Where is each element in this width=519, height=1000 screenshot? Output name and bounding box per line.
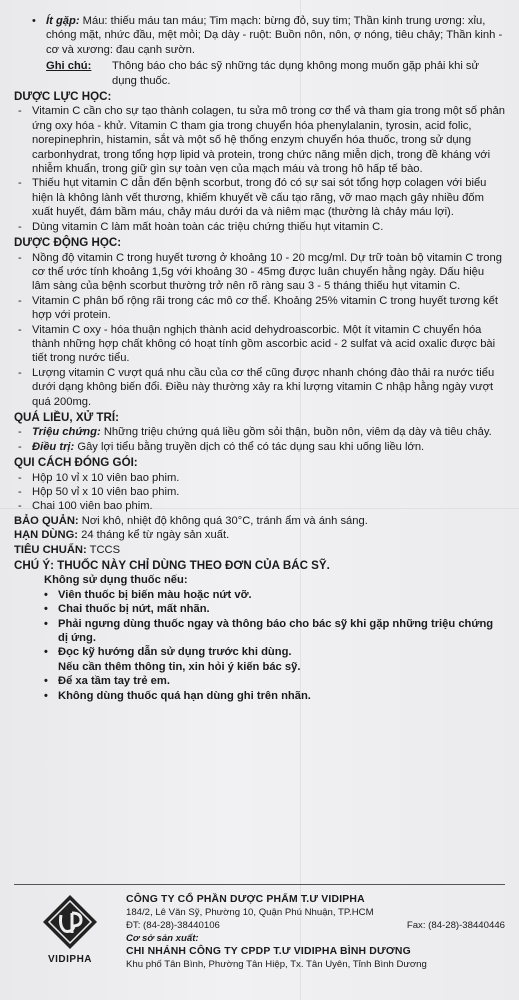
bullet-icon: -: [18, 440, 22, 453]
caution-item: • Đọc kỹ hướng dẫn sử dụng trước khi dùng.: [44, 646, 292, 659]
note-row: [14, 59, 505, 88]
rare-label: Ít gặp:: [46, 15, 80, 27]
expiry-label: HẠN DÙNG:: [14, 529, 79, 542]
caution-consult: Nếu cần thêm thông tin, xin hỏi ý kiến bác sỹ.: [58, 660, 301, 673]
bullet-icon: •: [44, 689, 48, 702]
bullet-icon: -: [18, 220, 22, 233]
package-item: - Chai 100 viên bao phim.: [18, 500, 153, 513]
caution-item: • Chai thuốc bị nứt, mất nhãn.: [44, 603, 210, 616]
pd-item-2: - Thiếu hụt vitamin C dẫn đến bệnh scorbut, trong đó có sự sai sót tổng hợp colagen với biểu hiện là không lành vết thương, khiếm khuyết về cấu tạo răng, vỡ mao mạch gây nhiều đốm xuất huyết, đám bầm máu, chảy máu dưới da và niêm mạc (thường là chảy máu lợi).: [18, 177, 487, 219]
caution-item: • Không dùng thuốc quá hạn dùng ghi trên nhãn.: [44, 689, 311, 702]
bullet-icon: -: [18, 323, 22, 336]
storage-text: Nơi khô, nhiệt độ không quá 30°C, tránh ẩm và ánh sáng.: [81, 514, 368, 527]
branch-name: CHI NHÁNH CÔNG TY CPDP T.Ư VIDIPHA BÌNH DƯƠNG: [126, 946, 411, 957]
package-item: - Hộp 50 vỉ x 10 viên bao phim.: [18, 486, 180, 498]
bullet-icon: •: [44, 603, 48, 616]
expiry-text: 24 tháng kể từ ngày sản xuất.: [81, 529, 230, 542]
standard-row: [14, 543, 505, 557]
bullet-icon: -: [18, 471, 22, 484]
paper-fold-horizontal: [0, 508, 519, 509]
company-phone: ĐT: (84-28)-38440106: [126, 920, 220, 931]
bullet-icon: -: [18, 366, 22, 379]
pk-item-2: - Vitamin C phân bố rộng rãi trong các mô cơ thể. Khoảng 25% vitamin C trong huyết tương kết hợp với protein.: [18, 294, 498, 322]
company-logo: [14, 893, 126, 971]
bullet-icon: •: [32, 15, 36, 27]
expiry-row: [14, 528, 505, 542]
caution-intro: Không sử dụng thuốc nếu:: [44, 574, 188, 587]
contact-row: [126, 919, 505, 932]
side-effects-rare: [14, 14, 505, 57]
symptom-text: Những triệu chứng quá liều gồm sỏi thận, buồn nôn, viêm dạ dày và tiêu chảy.: [103, 426, 492, 439]
standard-text: TCCS: [89, 543, 121, 556]
caution-item: • Phải ngưng dùng thuốc ngay và thông báo cho bác sỹ khi gặp những triệu chứng dị ứng.: [44, 617, 494, 645]
rare-text: Máu: thiếu máu tan máu; Tim mạch: bừng đỏ, suy tim; Thần kinh trung ương: xỉu, chóng mặt, nhức đầu, mệt mỏi; Dạ dày - ruột: Buồn nôn, nôn, ợ nóng, tiêu chảy; Thần kinh - cơ và xương: đau cạnh sườn.: [46, 15, 503, 56]
caution-block: [14, 573, 505, 703]
company-footer: [14, 884, 505, 971]
treatment-label: Điều trị:: [32, 440, 75, 453]
bullet-icon: •: [44, 617, 48, 630]
bullet-icon: -: [18, 426, 22, 439]
symptom-label: Triệu chứng:: [32, 426, 101, 439]
bullet-icon: •: [44, 675, 48, 688]
overdose-symptom: [14, 425, 505, 439]
storage-label: BẢO QUẢN:: [14, 514, 79, 527]
company-info: [126, 893, 505, 971]
treatment-text: Gây lợi tiểu bằng truyền dịch có thể có tác dụng sau khi uống liều lớn.: [77, 440, 425, 453]
standard-label: TIÊU CHUẨN:: [14, 543, 87, 556]
note-text: Thông báo cho bác sỹ những tác dụng không mong muốn gặp phải khi sử dụng thuốc.: [112, 60, 480, 87]
caution-item: • Viên thuốc bị biến màu hoặc nứt vỡ.: [44, 588, 252, 601]
company-fax: Fax: (84-28)-38440446: [406, 920, 505, 931]
bullet-icon: •: [44, 646, 48, 659]
branch-address: Khu phố Tân Bình, Phường Tân Hiệp, Tx. Tân Uyên, Tỉnh Bình Dương: [126, 959, 427, 970]
bullet-icon: -: [18, 294, 22, 307]
storage-row: [14, 514, 505, 528]
bullet-icon: -: [18, 105, 22, 118]
company-name: CÔNG TY CỔ PHẦN DƯỢC PHẨM T.Ư VIDIPHA: [126, 894, 365, 905]
bullet-icon: -: [18, 500, 22, 513]
pharmacokinetics-heading: DƯỢC ĐỘNG HỌC:: [14, 236, 122, 250]
pk-item-1: - Nồng độ vitamin C trong huyết tương ở khoảng 10 - 20 mcg/ml. Dự trữ toàn bộ vitamin C trong cơ thể ước tính khoảng 1,5g với khoảng 30 - 45mg được luân chuyển hằng ngày. Dấu hiệu lâm sàng của bệnh scorbut thường trở nên rõ ràng sau 3 - 5 tháng thiếu hụt vitamin C.: [18, 251, 502, 293]
overdose-treatment: [14, 440, 505, 454]
brand-name: VIDIPHA: [47, 954, 93, 965]
company-address: 184/2, Lê Văn Sỹ, Phường 10, Quận Phú Nhuận, TP.HCM: [126, 907, 374, 918]
paper-fold-vertical: [300, 0, 301, 1000]
bullet-icon: -: [18, 177, 22, 190]
caution-item: • Để xa tầm tay trẻ em.: [44, 675, 170, 688]
overdose-heading: QUÁ LIỀU, XỬ TRÍ:: [14, 410, 119, 424]
note-label: Ghi chú:: [46, 60, 92, 73]
pharmacodynamics-heading: DƯỢC LỰC HỌC:: [14, 90, 112, 104]
caution-heading: CHÚ Ý: THUỐC NÀY CHỈ DÙNG THEO ĐƠN CỦA BÁC SỸ.: [14, 559, 330, 573]
pk-item-3: - Vitamin C oxy - hóa thuận nghịch thành acid dehydroascorbic. Một ít vitamin C chuyển hóa thành những hợp chất không có hoạt tính gồm ascorbic acid - 2 sulfat và acid oxalic được bài tiết trong nước tiểu.: [18, 323, 496, 365]
bullet-icon: -: [18, 251, 22, 264]
packaging-heading: QUI CÁCH ĐÓNG GÓI:: [14, 456, 138, 470]
vidipha-diamond-icon: [41, 893, 99, 951]
pd-item-3: - Dùng vitamin C làm mất hoàn toàn các triệu chứng thiếu hụt vitamin C.: [18, 220, 384, 233]
bullet-icon: •: [44, 588, 48, 601]
production-site-label: Cơ sở sản xuất:: [126, 933, 199, 944]
bullet-icon: -: [18, 486, 22, 498]
package-item: - Hộp 10 vỉ x 10 viên bao phim.: [18, 471, 180, 484]
pk-item-4: - Lượng vitamin C vượt quá nhu cầu của cơ thể cũng được nhanh chóng đào thải ra nước tiểu dưới dạng không biến đổi. Điều này thường xảy ra khi lượng vitamin C nhập hằng ngày vượt quá 200mg.: [18, 366, 495, 408]
pd-item-1: - Vitamin C cần cho sự tạo thành colagen, tu sửa mô trong cơ thể và tham gia trong một số phản ứng oxy hóa - khử. Vitamin C tham gia trong chuyển hóa phenylalanin, tyrosin, acid folic, norepinephrin, histamin, sắt và một số hệ thống enzym chuyển hóa thuốc, trong sử dụng carbonhydrat, trong tổng hợp lipid và protein, trong chức năng miễn dịch, trong đề kháng với nhiễm khuẩn, trong giữ gìn sự toàn vẹn của mạch máu và trong hô hấp tế bào.: [18, 105, 505, 176]
